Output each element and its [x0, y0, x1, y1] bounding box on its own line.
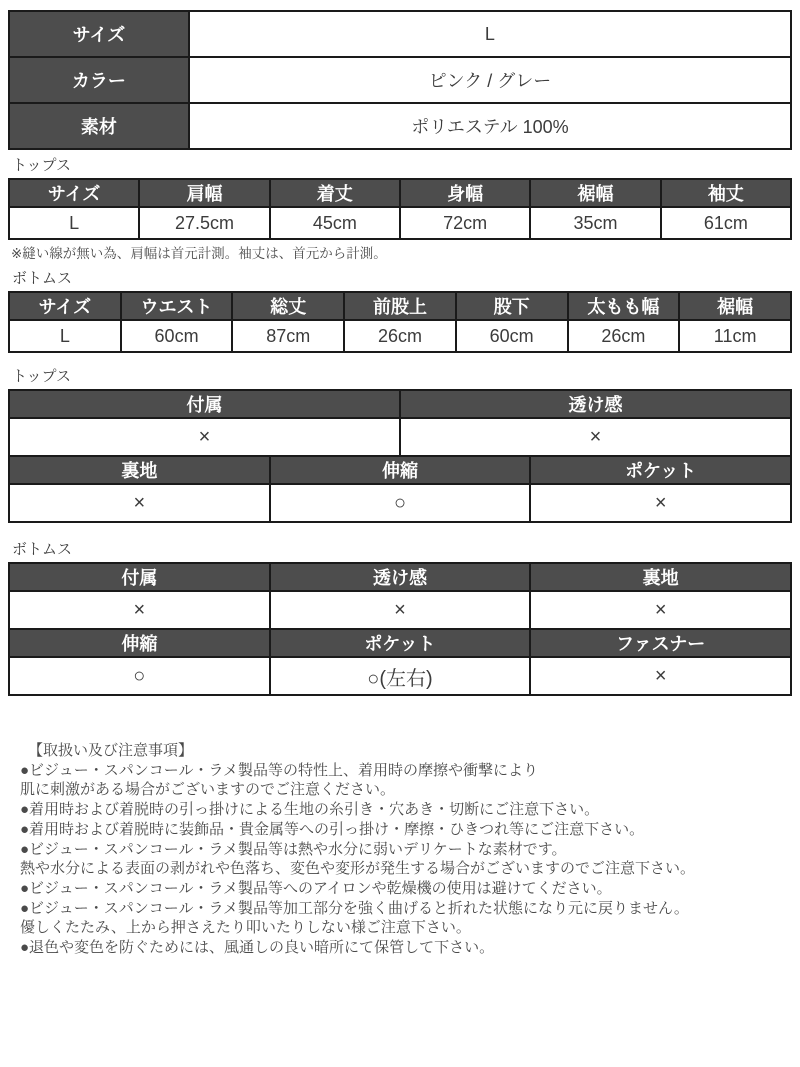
- spec-label-color: カラー: [9, 57, 189, 103]
- section-label-bottoms-measurements: ボトムス: [12, 270, 73, 287]
- care-note-line: 肌に刺激がある場合がございますのでご注意ください。: [20, 781, 396, 799]
- value-cell: ×: [9, 484, 270, 522]
- section-label-tops-measurements: トップス: [12, 157, 71, 174]
- header-cell: 裏地: [9, 456, 270, 484]
- spec-value-color: ピンク / グレー: [189, 57, 791, 103]
- spec-row-material: [9, 103, 791, 149]
- section-label-tops-features: トップス: [12, 368, 71, 385]
- table-header-row: [9, 456, 791, 484]
- header-cell: 伸縮: [270, 456, 531, 484]
- tops-features-table: [8, 389, 792, 523]
- value-cell: 26cm: [568, 320, 680, 352]
- header-cell: 裾幅: [679, 292, 791, 320]
- value-cell: 72cm: [400, 207, 530, 239]
- care-notes-title: 【取扱い及び注意事項】: [28, 742, 194, 759]
- table-row: [9, 591, 791, 629]
- value-cell: ○: [270, 484, 531, 522]
- value-cell: 60cm: [121, 320, 233, 352]
- header-cell: 太もも幅: [568, 292, 680, 320]
- spec-label-size: サイズ: [9, 11, 189, 57]
- care-note-line: ●ビジュー・スパンコール・ラメ製品等は熱や水分に弱いデリケートな素材です。: [20, 840, 567, 858]
- header-cell: ウエスト: [121, 292, 233, 320]
- value-cell: 61cm: [661, 207, 791, 239]
- care-note-line: 優しくたたみ、上から押さえたり叩いたりしない様ご注意下さい。: [20, 919, 471, 937]
- section-label-bottoms-features: ボトムス: [12, 541, 73, 558]
- value-cell: 87cm: [232, 320, 344, 352]
- care-note-line: ●ビジュー・スパンコール・ラメ製品等加工部分を強く曲げると折れた状態になり元に戻りません。: [20, 899, 689, 917]
- value-cell: ×: [270, 591, 531, 629]
- header-cell: ファスナー: [530, 629, 791, 657]
- header-cell: サイズ: [9, 179, 139, 207]
- value-cell: L: [9, 207, 139, 239]
- value-cell: ×: [530, 657, 791, 695]
- value-cell: 26cm: [344, 320, 456, 352]
- header-cell: 付属: [9, 563, 270, 591]
- bottoms-measurements-table: [8, 291, 792, 353]
- value-cell: 11cm: [679, 320, 791, 352]
- value-cell: ×: [9, 591, 270, 629]
- care-note-line: ●着用時および着脱時に装飾品・貴金属等への引っ掛け・摩擦・ひきつれ等にご注意下さい。: [20, 820, 645, 838]
- header-cell: 袖丈: [661, 179, 791, 207]
- header-cell: 伸縮: [9, 629, 270, 657]
- bottoms-features-table: [8, 562, 792, 696]
- header-cell: 透け感: [400, 390, 791, 418]
- header-cell: ポケット: [270, 629, 531, 657]
- value-cell: ×: [9, 418, 400, 456]
- table-header-row: [9, 563, 791, 591]
- care-notes: [8, 741, 792, 958]
- measurement-note: ※縫い線が無い為、肩幅は首元計測。袖丈は、首元から計測。: [11, 246, 387, 261]
- care-note-line: ●ビジュー・スパンコール・ラメ製品等へのアイロンや乾燥機の使用は避けてください。: [20, 879, 612, 897]
- header-cell: 裏地: [530, 563, 791, 591]
- care-note-line: ●退色や変色を防ぐためには、風通しの良い暗所にて保管して下さい。: [20, 939, 495, 957]
- header-cell: ポケット: [530, 456, 791, 484]
- value-cell: ×: [530, 591, 791, 629]
- value-cell: ○(左右): [270, 657, 531, 695]
- table-header-row: [9, 390, 791, 418]
- spec-value-material: ポリエステル 100%: [189, 103, 791, 149]
- table-header-row: [9, 629, 791, 657]
- table-row: [9, 657, 791, 695]
- product-spec-table: [8, 10, 792, 150]
- header-cell: 総丈: [232, 292, 344, 320]
- table-row: [9, 207, 791, 239]
- header-cell: 前股上: [344, 292, 456, 320]
- spec-row-color: [9, 57, 791, 103]
- spec-value-size: L: [189, 11, 791, 57]
- spec-row-size: [9, 11, 791, 57]
- value-cell: 60cm: [456, 320, 568, 352]
- header-cell: 肩幅: [139, 179, 269, 207]
- header-cell: 身幅: [400, 179, 530, 207]
- care-note-line: ●ビジュー・スパンコール・ラメ製品等の特性上、着用時の摩擦や衝撃により: [20, 761, 539, 779]
- value-cell: ○: [9, 657, 270, 695]
- table-row: [9, 418, 791, 456]
- care-note-line: ●着用時および着脱時の引っ掛けによる生地の糸引き・穴あき・切断にご注意下さい。: [20, 801, 600, 819]
- value-cell: 27.5cm: [139, 207, 269, 239]
- care-note-line: 熱や水分による表面の剥がれや色落ち、変色や変形が発生する場合がございますのでご注意下さい。: [20, 860, 696, 878]
- value-cell: ×: [530, 484, 791, 522]
- header-cell: 付属: [9, 390, 400, 418]
- header-cell: 股下: [456, 292, 568, 320]
- table-row: [9, 484, 791, 522]
- value-cell: L: [9, 320, 121, 352]
- tops-measurements-table: [8, 178, 792, 240]
- table-row: [9, 320, 791, 352]
- spec-label-material: 素材: [9, 103, 189, 149]
- header-cell: 着丈: [270, 179, 400, 207]
- header-cell: 透け感: [270, 563, 531, 591]
- header-cell: 裾幅: [530, 179, 660, 207]
- table-header-row: [9, 292, 791, 320]
- value-cell: 45cm: [270, 207, 400, 239]
- value-cell: ×: [400, 418, 791, 456]
- header-cell: サイズ: [9, 292, 121, 320]
- value-cell: 35cm: [530, 207, 660, 239]
- table-header-row: [9, 179, 791, 207]
